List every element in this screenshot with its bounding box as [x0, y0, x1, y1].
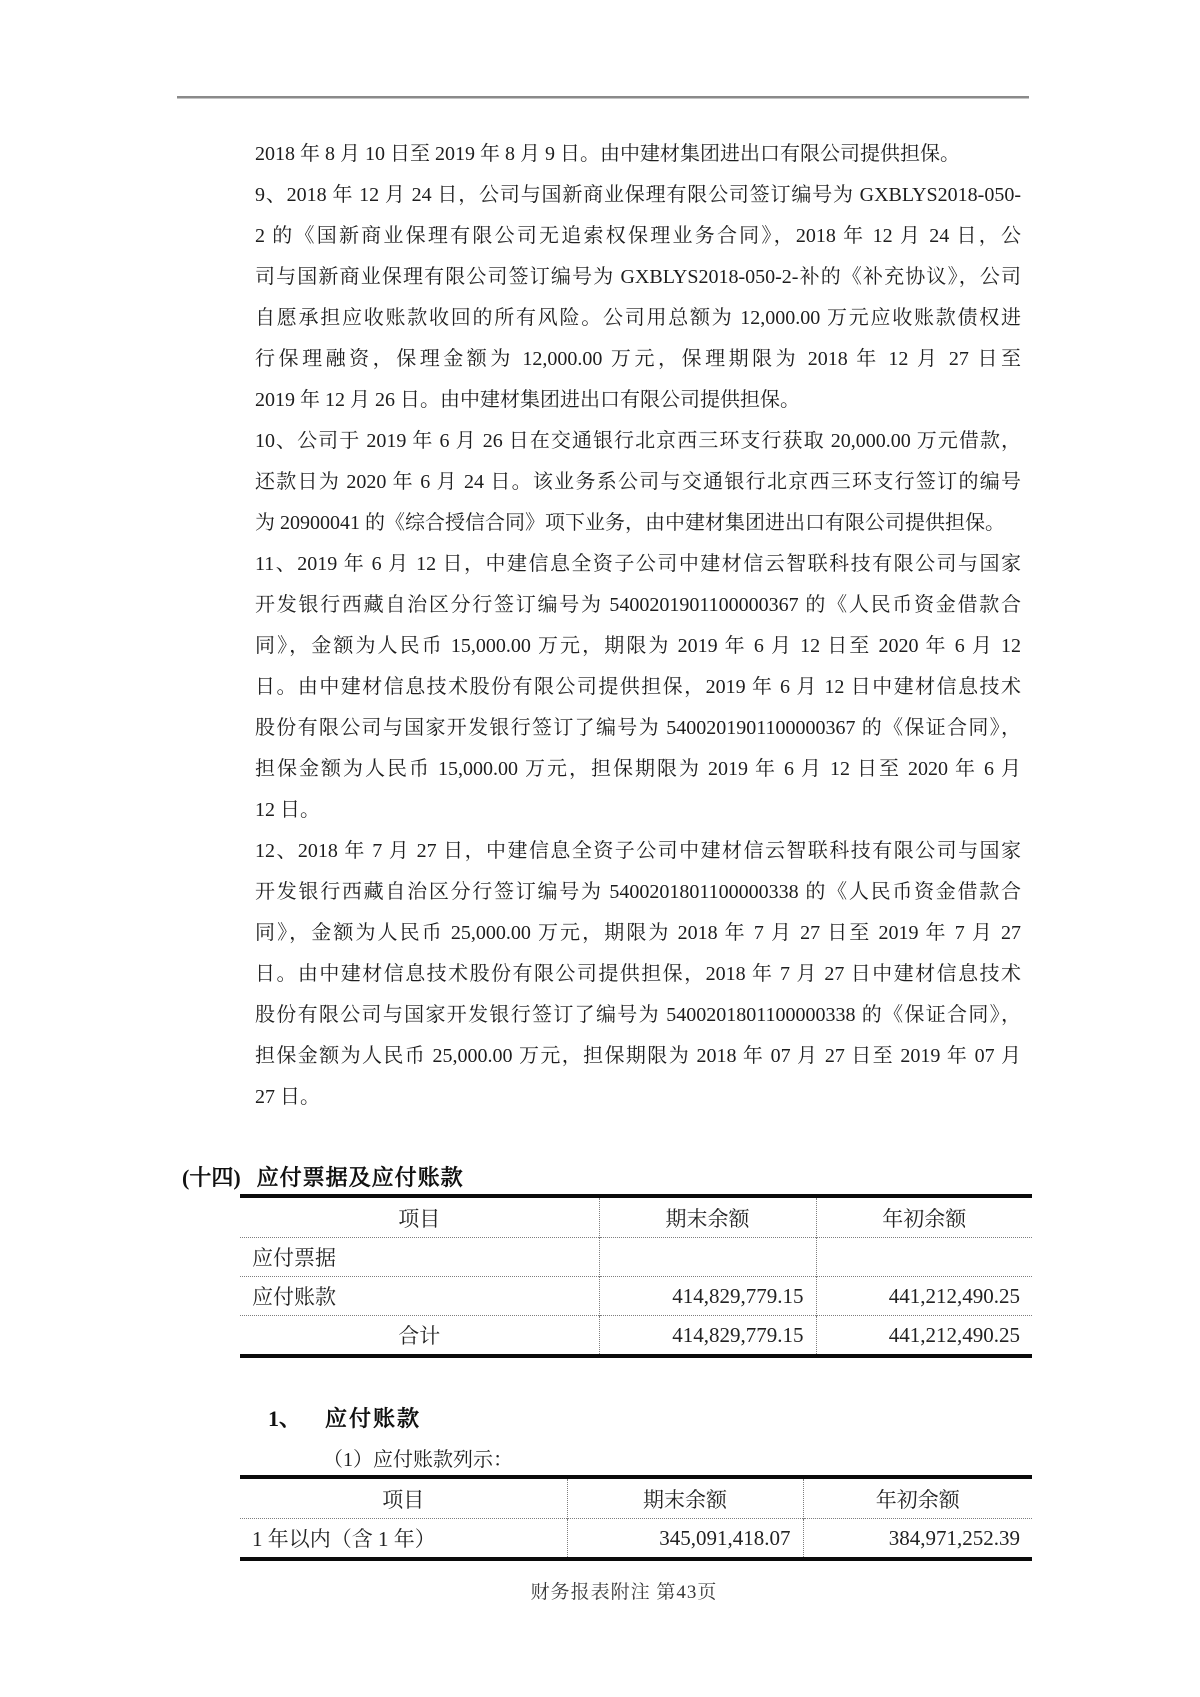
body-line: 9、2018 年 12 月 24 日，公司与国新商业保理有限公司签订编号为 GXBLYS2018-050- — [255, 184, 1021, 206]
cell-beginning-balance: 441,212,490.25 — [816, 1316, 1032, 1357]
body-line: 开发银行西藏自治区分行签订编号为 5400201901100000367 的《人民币资金借款合 — [255, 594, 1021, 616]
header-divider — [177, 96, 1029, 99]
cell-item: 1 年以内（含 1 年） — [252, 1527, 436, 1551]
body-text — [255, 134, 1021, 1118]
table-total-row — [240, 1316, 1032, 1357]
cell-beginning-balance — [816, 1238, 1032, 1277]
column-header-beginning-balance: 年初余额 — [803, 1477, 1032, 1519]
column-header-beginning-balance: 年初余额 — [816, 1196, 1032, 1238]
body-line: 担保金额为人民币 25,000.00 万元，担保期限为 2018 年 07 月 27 日至 2019 年 07 月 — [255, 1045, 1021, 1067]
body-line: 27 日。 — [255, 1086, 320, 1108]
section-title: 应付票据及应付账款 — [256, 1165, 464, 1190]
column-header-item: 项目 — [382, 1487, 425, 1512]
payables-summary-table — [240, 1194, 1032, 1358]
cell-item: 应付账款 — [252, 1285, 336, 1309]
body-line: 10、公司于 2019 年 6 月 26 日在交通银行北京西三环支行获取 20,000.00 万元借款， — [255, 430, 1021, 452]
cell-ending-balance: 414,829,779.15 — [599, 1277, 816, 1316]
body-line: 11、2019 年 6 月 12 日，中建信息全资子公司中建材信云智联科技有限公司与国家 — [255, 553, 1021, 575]
column-header-item: 项目 — [398, 1206, 441, 1231]
body-line: 开发银行西藏自治区分行签订编号为 5400201801100000338 的《人民币资金借款合 — [255, 881, 1021, 903]
body-line: 12 日。 — [255, 799, 320, 821]
body-line: 司与国新商业保理有限公司签订编号为 GXBLYS2018-050-2-补的《补充协议》，公司 — [255, 266, 1021, 288]
section-number: (十四) — [182, 1165, 241, 1190]
body-line: 还款日为 2020 年 6 月 24 日。该业务系公司与交通银行北京西三环支行签订的编号 — [255, 471, 1021, 493]
subsection-1-heading — [268, 1405, 421, 1433]
table-row — [240, 1238, 1032, 1277]
footer-page-label: 财务报表附注 第43页 — [530, 1582, 718, 1603]
cell-ending-balance: 414,829,779.15 — [599, 1316, 816, 1357]
cell-ending-balance: 345,091,418.07 — [567, 1519, 803, 1560]
cell-ending-balance — [599, 1238, 816, 1277]
cell-beginning-balance: 384,971,252.39 — [803, 1519, 1032, 1560]
body-line: 2 的《国新商业保理有限公司无追索权保理业务合同》，2018 年 12 月 24 日，公 — [255, 225, 1021, 247]
table-header-row — [240, 1196, 1032, 1238]
table-row — [240, 1277, 1032, 1316]
table-row — [240, 1519, 1032, 1560]
body-line: 日。由中建材信息技术股份有限公司提供担保，2018 年 7 月 27 日中建材信息技术 — [255, 963, 1021, 985]
accounts-payable-aging-table — [240, 1475, 1032, 1561]
body-line: 担保金额为人民币 15,000.00 万元，担保期限为 2019 年 6 月 12 日至 2020 年 6 月 — [255, 758, 1021, 780]
body-line: 2018 年 8 月 10 日至 2019 年 8 月 9 日。由中建材集团进出口有限公司提供担保。 — [255, 143, 960, 165]
body-line: 2019 年 12 月 26 日。由中建材集团进出口有限公司提供担保。 — [255, 389, 800, 411]
table-header-row — [240, 1477, 1032, 1519]
section-14-heading — [182, 1163, 464, 1193]
column-header-ending-balance: 期末余额 — [567, 1477, 803, 1519]
body-line: 12、2018 年 7 月 27 日，中建信息全资子公司中建材信云智联科技有限公司与国家 — [255, 840, 1021, 862]
accounts-payable-list-caption: （1）应付账款列示： — [323, 1449, 513, 1471]
body-line: 同》，金额为人民币 25,000.00 万元，期限为 2018 年 7 月 27 日至 2019 年 7 月 27 — [255, 922, 1021, 944]
body-line: 股份有限公司与国家开发银行签订了编号为 5400201801100000338 的《保证合同》， — [255, 1004, 1021, 1026]
body-line: 股份有限公司与国家开发银行签订了编号为 5400201901100000367 的《保证合同》， — [255, 717, 1021, 739]
cell-item: 应付票据 — [252, 1246, 336, 1270]
body-line: 日。由中建材信息技术股份有限公司提供担保，2019 年 6 月 12 日中建材信息技术 — [255, 676, 1021, 698]
cell-beginning-balance: 441,212,490.25 — [816, 1277, 1032, 1316]
body-line: 同》，金额为人民币 15,000.00 万元，期限为 2019 年 6 月 12 日至 2020 年 6 月 12 — [255, 635, 1021, 657]
body-line: 行保理融资，保理金额为 12,000.00 万元，保理期限为 2018 年 12 月 27 日至 — [255, 348, 1021, 370]
column-header-ending-balance: 期末余额 — [599, 1196, 816, 1238]
subsection-number: 1、 — [268, 1406, 302, 1431]
subsection-title: 应付账款 — [325, 1406, 422, 1431]
cell-total-label: 合计 — [398, 1324, 441, 1348]
body-line: 自愿承担应收账款收回的所有风险。公司用总额为 12,000.00 万元应收账款债权进 — [255, 307, 1021, 329]
body-line: 为 20900041 的《综合授信合同》项下业务，由中建材集团进出口有限公司提供担保。 — [255, 512, 1005, 534]
